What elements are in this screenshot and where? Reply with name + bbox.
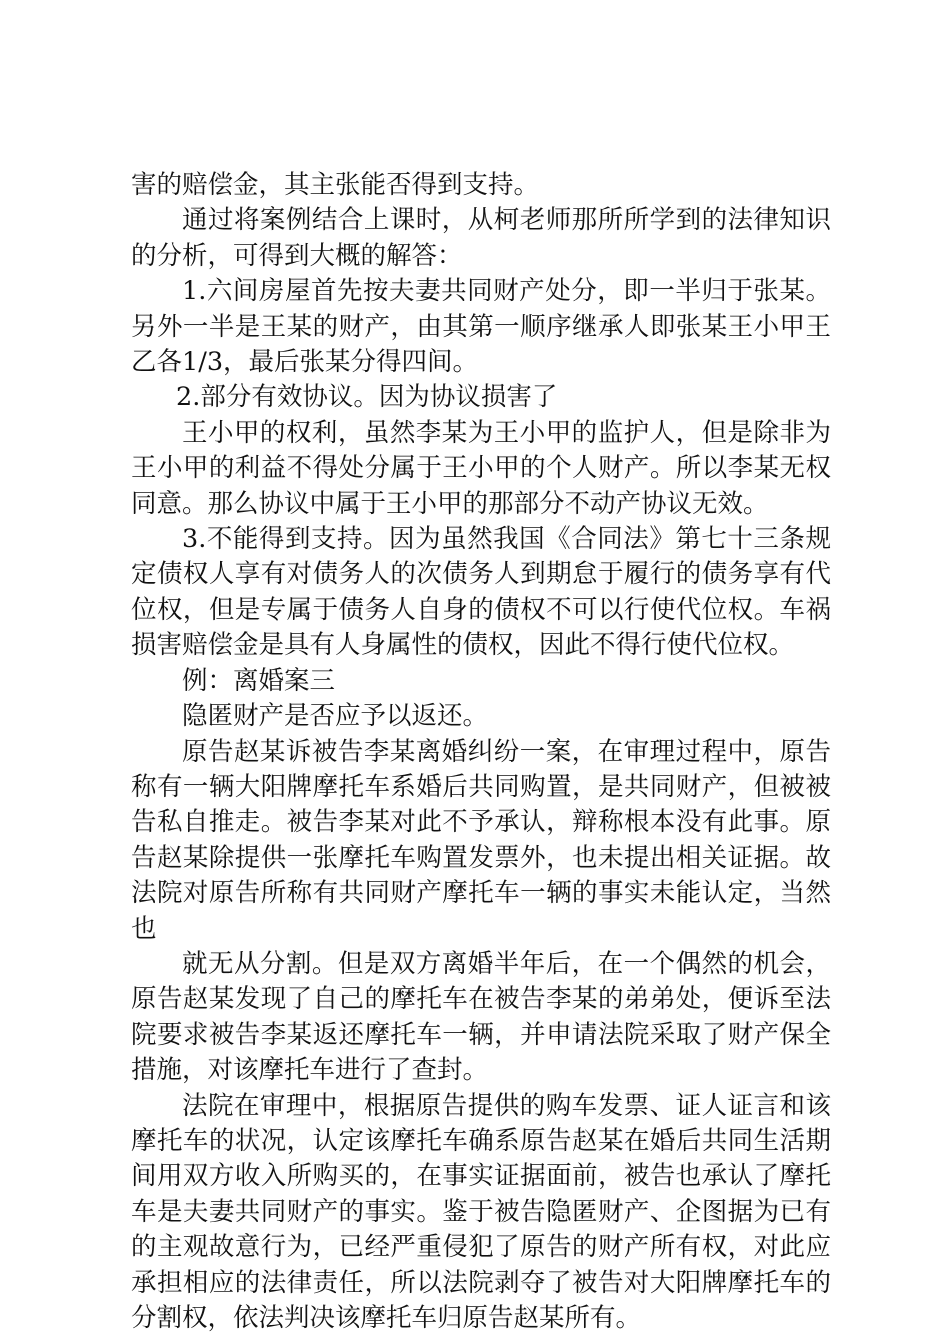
paragraph-answer-2-detail: 王小甲的权利，虽然李某为王小甲的监护人，但是除非为王小甲的利益不得处分属于王小甲的个人财产。所以李某无权同意。那么协议中属于王小甲的那部分不动产协议无效。 xyxy=(131,417,831,519)
case-question: 隐匿财产是否应予以返还。 xyxy=(182,701,489,732)
paragraph-answer-1: 1.六间房屋首先按夫妻共同财产处分，即一半归于张某。另外一半是王某的财产，由其第一顺序继承人即张某王小甲王乙各1/3，最后张某分得四间。 xyxy=(131,276,831,378)
paragraph-answer-3: 3.不能得到支持。因为虽然我国《合同法》第七十三条规定债权人享有对债务人的次债务人到期怠于履行的债务享有代位权，但是专属于债务人自身的债权不可以行使代位权。车祸损害赔偿金是具有人身属性的债权，因此不得行使代位权。 xyxy=(131,524,831,661)
case-heading: 例：离婚案三 xyxy=(182,665,336,696)
paragraph-case-judgment: 法院在审理中，根据原告提供的购车发票、证人证言和该摩托车的状况，认定该摩托车确系原告赵某在婚后共同生活期间用双方收入所购买的，在事实证据面前，被告也承认了摩托车是夫妻共同财产的事实。鉴于被告隐匿财产、企图据为已有的主观故意行为，已经严重侵犯了原告的财产所有权，对此应承担相应的法律责任，所以法院剥夺了被告对大阳牌摩托车的分割权，依法判决该摩托车归原告赵某所有。 xyxy=(131,1090,831,1333)
paragraph-continuation: 害的赔偿金，其主张能否得到支持。 xyxy=(131,170,540,200)
document-body xyxy=(131,168,831,1336)
paragraph-case-followup: 就无从分割。但是双方离婚半年后，在一个偶然的机会，原告赵某发现了自己的摩托车在被告李某的弟弟处，便诉至法院要求被告李某返还摩托车一辆，并申请法院采取了财产保全措施，对该摩托车进行了查封。 xyxy=(131,948,831,1086)
paragraph-case-facts: 原告赵某诉被告李某离婚纠纷一案，在审理过程中，原告称有一辆大阳牌摩托车系婚后共同购置，是共同财产，但被被告私自推走。被告李某对此不予承认，辩称根本没有此事。原告赵某除提供一张摩托车购置发票外，也未提出相关证据。故法院对原告所称有共同财产摩托车一辆的事实未能认定，当然也 xyxy=(131,736,831,944)
paragraph-intro: 通过将案例结合上课时，从柯老师那所所学到的法律知识的分析，可得到大概的解答： xyxy=(131,205,831,271)
paragraph-answer-2: 2.部分有效协议。因为协议损害了 xyxy=(176,382,558,413)
